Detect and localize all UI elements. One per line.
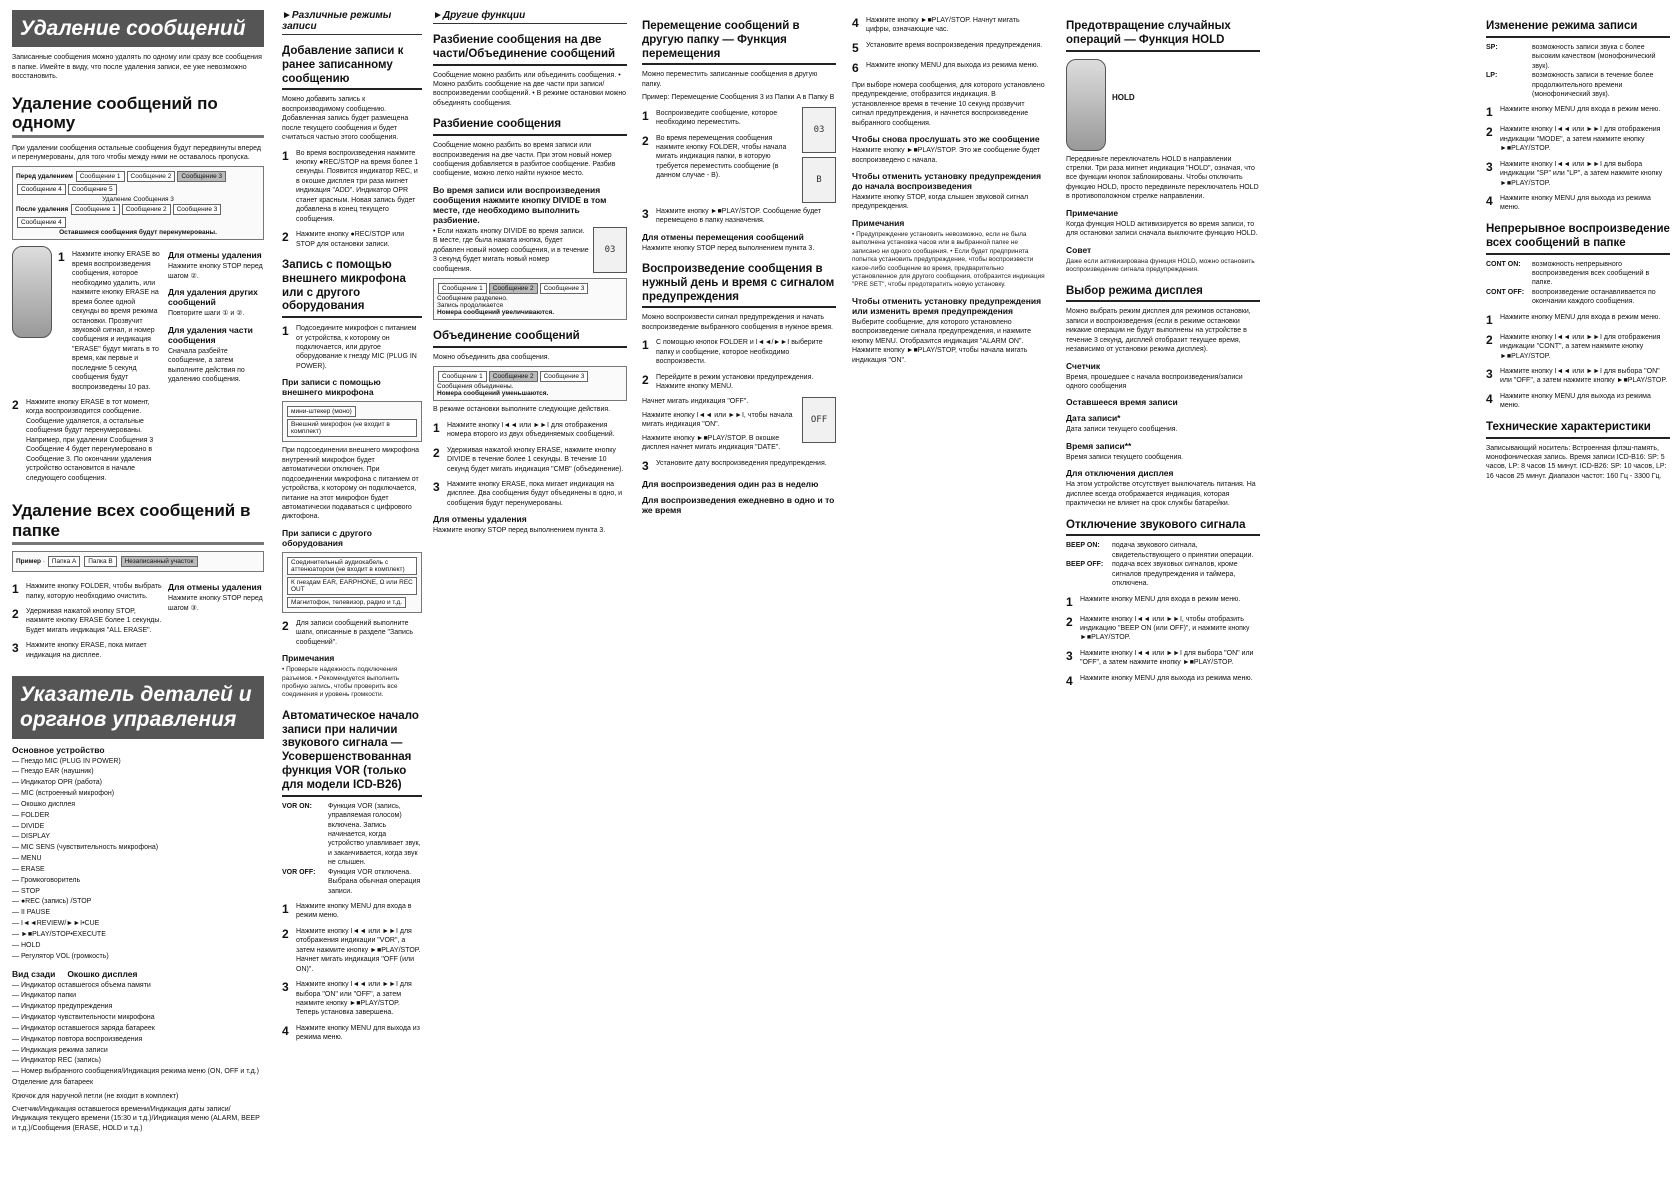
folder-diagram: Пример · Папка A Папка B Незаписанный участок (12, 551, 264, 572)
delete-diagram (12, 166, 264, 240)
text: Сначала разбейте сообщение, а затем выполните действия по удалению сообщения. (168, 347, 245, 384)
display-item-label: — Индикатор REC (запись) (12, 1057, 101, 1065)
step-text: Нажмите кнопку I◄◄ или ►►I для выбора "ON" или "OFF", а затем нажмите кнопку ►■PLAY/STOP. Теперь установка завершена. (296, 981, 412, 1017)
band-title: Указатель деталей и органов управления (12, 676, 264, 738)
subheading: Вид сзади (12, 968, 56, 979)
step-text: Нажмите кнопку MENU для выхода из режима меню. (1080, 674, 1253, 682)
step-text: Нажмите кнопку ►■PLAY/STOP. Сообщение будет перемещено в папку назначения. (656, 207, 822, 225)
text: Крючок для наручной петли (не входит в комплект) (12, 1092, 179, 1100)
step-text: Нажмите кнопку I◄◄ или ►►I для отображения индикации "CONT", а затем нажмите кнопку ►■PLAY/STOP. (1500, 333, 1661, 360)
subheading: Чтобы отменить установку предупреждения до начала воспроизведения (852, 170, 1042, 191)
text: Когда функция HOLD активизируется во время записи, то для остановки записи сначала выключите функцию HOLD. (1066, 220, 1258, 238)
step-text: Нажмите кнопку I◄◄ или ►►I для выбора индикации "SP" или "LP", а затем нажмите кнопку ►■PLAY/STOP. (1500, 160, 1663, 187)
subheading: Счетчик (1066, 360, 1101, 371)
display-item-label: — Индикатор повтора воспроизведения (12, 1035, 143, 1043)
text: возможность записи в течение более продолжительного времени (монофонический звук). (1532, 72, 1654, 98)
part-label: — I◄◄REVIEW/►►I•CUE (12, 920, 100, 928)
lcd-display: B (802, 157, 836, 203)
message-box: Сообщение 3 (540, 283, 589, 294)
diagram-label: мини-штекер (моно) (287, 406, 356, 417)
column-hold-display: Предотвращение случайных операций — Функция HOLD HOLD Передвиньте переключатель HOLD в направлении стрелки. Три раза мигнет индикация "HOLD", означая, что все функции кнопок заблокированы. Чтобы отключить функцию HOLD, просто передвиньте переключатель HOLD в противоположном стрелке направлении. Примечание Когда функция HOLD активизируется во время записи, то для остановки записи сначала выключите функцию HOLD. Совет Даже если активизирована функция HOLD, можно остановить воспроизведение сигнала предупреждения. Выбор режима дисплея Можно выбрать режим дисплея для режимов остановки, записи и воспроизведения (если в режиме остановки никакие операции не будут выполнены на устройстве в течение 3 секунд, дисплей отобразит текущее время, независимо от установки режима дисплея). Счетчик Время, прошедшее с начала воспроизведения/записи одного сообщения Оставшееся время записи Дата записи* Дата записи текущего сообщения. Время записи** Время записи текущего сообщения. Для отключения дисплея На этом устройстве отсутствует выключатель питания. На дисплее всегда отображается индикация, которая практически не влияет на срок службы батарейки. Отключение звукового сигнала BEEP ON: подача звукового сигнала, свидетельствующего о принятии операции. BEEP OFF: подача всех звуковых сигналов, кроме сигналов предупреждения и таймера, отключена. 1 Нажмите кнопку MENU для входа в режим меню. 2 Нажмите кнопку I◄◄ или ►►I, чтобы отобразить индикацию "BEEP ON (или OFF)", и нажмите кнопку ►■PLAY/STOP. 3 Нажмите кнопку I◄◄ или ►►I для выбора "ON" или "OFF", а затем нажмите кнопку ►■PLAY/STOP. 4 Нажмите кнопку MENU для выхода из режима меню. (1066, 20, 1259, 688)
part-label: — Окошко дисплея (12, 800, 76, 808)
section-title: Запись с помощью внешнего микрофона или с другого оборудования (282, 259, 422, 318)
diagram-label: Пример (16, 558, 42, 566)
subheading: Оставшееся время записи (1066, 397, 1178, 408)
text: На этом устройстве отсутствует выключатель питания. На дисплее всегда отображается индикация, которая практически не влияет на срок службы батарейки. (1066, 481, 1256, 508)
text: Счетчик/Индикация оставшегося времени/Индикация даты записи/Индикация текущего времени (15:30 и т.д.)/Индикация меню (ALARM, BEEP и т.д.)/Сообщения (ERASE, HOLD и т.д.) (12, 1106, 260, 1132)
diagram-label: Магнитофон, телевизор, радио и т.д. (287, 597, 406, 608)
message-box: Сообщение 3 (177, 171, 226, 182)
message-box: Сообщение 1 (438, 371, 487, 382)
text: Передвиньте переключатель HOLD в направлении стрелки. Три раза мигнет индикация "HOLD", означая, что все функции кнопок заблокированы. Чтобы отключить функцию HOLD, просто передвиньте переключатель HOLD в противоположном стрелке направлении. (1066, 155, 1259, 201)
text: Нажмите кнопку STOP перед выполнением пункта 3. (433, 527, 606, 535)
part-label: — Гнездо MIC (PLUG IN POWER) (12, 757, 121, 765)
note: Даже если активизирована функция HOLD, можно остановить воспроизведение сигнала предупреждения. (1066, 257, 1255, 274)
text: Функция VOR (запись, управляемая голосом) включена. Запись начинается, когда устройство улавливает звук, и заканчивается, когда звук не слышен. (328, 802, 421, 867)
diagram-caption: Номера сообщений уменьшаются. (437, 390, 549, 398)
part-label: — HOLD (12, 941, 41, 949)
subheading: Дата записи* (1066, 413, 1121, 424)
text: Пример: Перемещение Сообщения 3 из Папки A в Папку B (642, 94, 835, 102)
unrecorded-box: Незаписанный участок (121, 556, 198, 567)
message-box: Сообщение 1 (71, 204, 120, 215)
part-label: — ERASE (12, 865, 45, 873)
step-text: Перейдите в режим установки предупреждения. Нажмите кнопку MENU. (656, 373, 814, 391)
text: Нажмите кнопку STOP перед шагом ③. (168, 595, 263, 612)
step-text: Нажмите кнопку MENU для выхода из режима меню. (296, 1024, 420, 1042)
subheading: Чтобы отменить установку предупреждения или изменить время предупреждения (852, 295, 1042, 316)
intro-text: Записанные сообщения можно удалять по одному или сразу все сообщения в папке. Имейте в виду, что после удаления записи, ее уже невозможно восстановить. (12, 54, 262, 81)
part-label: — FOLDER (12, 811, 50, 819)
step-text: Нажмите кнопку MENU для входа в режим меню. (296, 903, 412, 920)
diagram-caption: Запись продолжается (437, 302, 503, 310)
step-text: Нажмите кнопку ERASE, пока мигает индикация на дисплее. (26, 642, 147, 659)
step-text: Нажмите кнопку I◄◄ или ►►I для отображения индикации "VOR", а затем нажмите кнопку ►■PLAY/STOP. Начнет мигать индикация "OFF (или ON)". (296, 927, 421, 973)
subheading: Время записи** (1066, 440, 1132, 451)
section-title: Изменение режима записи (1486, 20, 1670, 38)
part-label: — Гнездо EAR (наушник) (12, 768, 94, 776)
part-label: — MENU (12, 855, 42, 863)
text: Нажмите кнопку ►■PLAY/STOP. В окошке дисплея начнет мигать индикация "DATE". (642, 434, 781, 452)
step-text: Нажмите кнопку MENU для входа в режим меню. (1500, 106, 1661, 114)
step-text: Нажмите кнопку MENU для входа в режим меню. (1500, 313, 1661, 321)
section-title: Удаление всех сообщений в папке (12, 501, 264, 545)
column-move-alarm: Перемещение сообщений в другую папку — Функция перемещения Можно переместить записанные сообщения в другую папку. Пример: Перемещение Сообщения 3 из Папки A в Папку B 03 1 Воспроизведите сообщение, которое необходимо переместить. B 2 Во время перемещения сообщения нажмите кнопку FOLDER, чтобы начала мигать индикация папки, в которую требуется переместить сообщение (в данном случае - B). 3 Нажмите кнопку ►■PLAY/STOP. Сообщение будет перемещено в папку назначения. Для отмены перемещения сообщений Нажмите кнопку STOP перед выполнением пункта 3. Воспроизведение сообщения в нужный день и время с сигналом предупреждения Можно воспроизвести сигнал предупреждения и начать воспроизведение выбранного сообщения в нужное время. 1 С помощью кнопок FOLDER и I◄◄/►►I выберите папку и сообщение, которое необходимо воспроизвести. 2 Перейдите в режим установки предупреждения. Нажмите кнопку MENU. OFF Начнет мигать индикация "OFF". Нажмите кнопку I◄◄ или ►►I, чтобы начала мигать индикация "ON". Нажмите кнопку ►■PLAY/STOP. В окошке дисплея начнет мигать индикация "DATE". 3 Установите дату воспроизведения предупреждения. Для воспроизведения один раз в неделю Для воспроизведения ежедневно в одно и то же время (642, 20, 835, 515)
display-item-label: — Индикатор оставшегося объема памяти (12, 981, 151, 989)
part-label: — MIC SENS (чувствительность микрофона) (12, 844, 159, 852)
subheading: Чтобы снова прослушать это же сообщение (852, 134, 1040, 145)
text: Повторите шаги ① и ②. (168, 310, 245, 318)
subheading: Примечания (282, 653, 335, 664)
step-text: Во время перемещения сообщения нажмите кнопку FOLDER, чтобы начала мигать индикация папки, в которую требуется переместить сообщение (в данном случае - B). (656, 134, 787, 180)
folder-label: Папка A (48, 556, 81, 567)
step-text: С помощью кнопок FOLDER и I◄◄/►►I выберите папку и сообщение, которое необходимо воспроизвести. (656, 339, 823, 366)
section-title: Технические характеристики (1486, 421, 1670, 439)
section-text: При удалении сообщения остальные сообщения будут передвинуты вперед и перенумерованы, для того чтобы между ними не оставалось пропуска. (12, 144, 261, 162)
note: • Предупреждение установить невозможно, если не была выполнена установка часов или в выбранной папке не записано ни одного сообщения. • Если будет предпринята попытка установить предупреждение, чтобы воспроизвести какое-либо сообщение во время, предварительно установленное для другого сообщения, отобразится индикация "PRE SET", чтобы предотвратить новую установку. (852, 230, 1045, 289)
step-text: Удерживая нажатой кнопку STOP, нажмите кнопку ERASE более 1 секунды. Будет мигать индикация "ALL ERASE". (26, 607, 162, 634)
text: Отделение для батареек (12, 1079, 94, 1087)
text: В режиме остановки выполните следующие действия. (433, 406, 611, 414)
text: воспроизведение останавливается по окончании каждого сообщения. (1532, 288, 1656, 306)
section-title: Непрерывное воспроизведение всех сообщений в папке (1486, 223, 1670, 255)
column-other-functions: ►Другие функции Разбиение сообщения на две части/Объединение сообщений Сообщение можно разбить или объединить сообщения. • Можно разбить сообщение на две части при записи/воспроизведении сообщений. • В режиме остановки можно объединять сообщения. Разбиение сообщения Сообщение можно разбить во время записи или воспроизведения на две части. При этом новый номер сообщения добавляется в разбитое сообщение. Разбив сообщение, можно легко найти нужное место. Во время записи или воспроизведения сообщения нажмите кнопку DIVIDE в том месте, где необходимо выполнить разбиение. 03 • Если нажать кнопку DIVIDE во время записи. В месте, где была нажата кнопка, будет добавлен новый номер сообщения, и в течение 3 секунд будет мигать новый номер сообщения. Сообщение 1 Сообщение 2 Сообщение 3 Сообщение разделено. Запись продолжается Номера сообщений увеличиваются. Объединение сообщений Можно объединить два сообщения. Сообщение 1 Сообщение 2 Сообщение 3 Сообщения объединены. Номера сообщений уменьшаются. В режиме остановки выполните следующие действия. 1 Нажмите кнопку I◄◄ или ►►I для отображения номера второго из двух объединяемых сообщений. 2 Удерживая нажатой кнопку ERASE, нажмите кнопку DIVIDE в течение более 1 секунды. В течение 10 секунд будет мигать индикация "CMB" (объединение). 3 Нажмите кнопку ERASE, пока мигает индикация на дисплее. Два сообщения будут объединены в одно, и сообщения будут перенумерованы. Для отмены удаления Нажмите кнопку STOP перед выполнением пункта 3. (433, 10, 627, 535)
text: Можно добавить запись к воспроизводимому сообщению. Добавленная запись будет размещена после текущего сообщения и будет считаться частью этого сообщения. (282, 96, 409, 142)
message-box: Сообщение 5 (68, 184, 117, 195)
mic-diagram (282, 401, 422, 442)
diagram-caption: Номера сообщений увеличиваются. (437, 309, 555, 317)
part-label: — Индикатор OPR (работа) (12, 779, 102, 787)
part-label: — Регулятор VOL (громкость) (12, 952, 109, 960)
display-items-list (12, 981, 264, 1079)
message-box: Сообщение 3 (540, 371, 589, 382)
step-text: Нажмите кнопку MENU для входа в режим меню. (1080, 595, 1241, 603)
text: Функция VOR отключена. Выбрана обычная операция записи. (328, 868, 421, 895)
text: Можно воспроизвести сигнал предупреждения и начать воспроизведение выбранного сообщения в нужное время. (642, 314, 834, 331)
diagram-label: К гнездам EAR, EARPHONE, Ω или REC OUT (287, 577, 417, 595)
column-recording: ►Различные режимы записи Добавление записи к ранее записанному сообщению Можно добавить запись к воспроизводимому сообщению. Добавленная запись будет размещена после текущего сообщения и будет считаться частью этого сообщения. 1 Во время воспроизведения нажмите кнопку ●REC/STOP на время более 1 секунды. Появится индикатор REC, и в окошке дисплея три раза мигнет индикация "ADD". Индикатор OPR станет красным. Новая запись будет добавлена в конец текущего сообщения. 2 Нажмите кнопку ●REC/STOP или STOP для остановки записи. Запись с помощью внешнего микрофона или с другого оборудования 1 Подсоедините микрофон с питанием от устройства, к которому он подключается, или другое оборудование к гнезду MIC (PLUG IN POWER). При записи с помощью внешнего микрофона мини-штекер (моно) Внешний микрофон (не входит в комплект) При подсоединении внешнего микрофона внутренний микрофон будет автоматически отключен. При подсоединении микрофона с питанием от устройства, к которому он подключается, питание на этот микрофон будет автоматически подаваться с цифрового диктофона. При записи с другого оборудования Соединительный аудиокабель с аттенюатором (не входит в комплект) К гнездам EAR, EARPHONE, Ω или REC OUT Магнитофон, телевизор, радио и т.д. 2 Для записи сообщений выполните шаги, описанные в разделе "Запись сообщений". Примечания • Проверьте надежность подключения разъемов. • Рекомендуется выполнить пробную запись, чтобы проверить все соединения и уровень громкости. Автоматическое начало записи при наличии звукового сигнала — Усовершенствованная функция VOR (только для модели ICD-B26) VOR ON: Функция VOR (запись, управляемая голосом) включена. Запись начинается, когда устройство улавливает звук, и заканчивается, когда звук не слышен. VOR OFF: Функция VOR отключена. Выбрана обычная операция записи. 1 Нажмите кнопку MENU для входа в режим меню. 2 Нажмите кнопку I◄◄ или ►►I для отображения индикации "VOR", а затем нажмите кнопку ►■PLAY/STOP. Начнет мигать индикация "OFF (или ON)". 3 Нажмите кнопку I◄◄ или ►►I для выбора "ON" или "OFF", а затем нажмите кнопку ►■PLAY/STOP. Теперь установка завершена. 4 Нажмите кнопку MENU для выхода из режима меню. (282, 10, 421, 1042)
part-label: — DIVIDE (12, 822, 45, 830)
text: Время, прошедшее с начала воспроизведения/записи одного сообщения (1066, 373, 1243, 390)
band-heading: ►Другие функции (433, 10, 627, 24)
note: • Проверьте надежность подключения разъемов. • Рекомендуется выполнить пробную запись, чтобы проверить все соединения и уровень громкости. (282, 666, 400, 699)
section-title: Отключение звукового сигнала (1066, 519, 1260, 537)
step-text: Нажмите кнопку I◄◄ или ►►I для отображения индикации "MODE", а затем нажмите кнопку ►■PLAY/STOP. (1500, 126, 1661, 153)
subheading: При записи с помощью внешнего микрофона (282, 377, 381, 398)
step-text: Нажмите кнопку I◄◄ или ►►I для выбора "ON" или "OFF", а затем нажмите кнопку ►■PLAY/STOP. (1500, 368, 1668, 385)
step-text: Воспроизведите сообщение, которое необходимо переместить. (656, 109, 778, 127)
subheading: Совет (1066, 244, 1092, 255)
subheading: Для отмены удаления (168, 582, 262, 593)
text: Нажмите кнопку STOP перед шагом ②. (168, 263, 263, 280)
step-text: Удерживая нажатой кнопку ERASE, нажмите кнопку DIVIDE в течение более 1 секунды. В течение 10 секунд будет мигать индикация "CMB" (объединение). (447, 446, 624, 473)
step-text: Нажмите кнопку ●REC/STOP или STOP для остановки записи. (296, 231, 405, 248)
subheading: Примечания (852, 217, 905, 228)
step-text: Нажмите кнопку I◄◄ или ►►I для выбора "ON" или "OFF", а затем нажмите кнопку ►■PLAY/STOP. (1080, 649, 1254, 667)
recorder-illustration (1066, 59, 1106, 151)
text: • Если нажать кнопку DIVIDE во время записи. В месте, где была нажата кнопка, будет добавлен новый номер сообщения, и в течение 3 секунд будет мигать новый номер сообщения. (433, 227, 589, 273)
step-text: Нажмите кнопку MENU для выхода из режима меню. (866, 61, 1039, 69)
text: Время записи текущего сообщения. (1066, 453, 1184, 461)
text: Сообщение можно разбить или объединить сообщения. • Можно разбить сообщение на две части при записи/воспроизведении сообщений. • В режиме остановки можно объединять сообщения. (433, 71, 627, 107)
step-text: Во время воспроизведения нажмите кнопку ●REC/STOP на время более 1 секунды. Появится индикатор REC, и в окошке дисплея три раза мигнет индикация "ADD". Индикатор OPR станет красным. Новая запись будет добавлена в конец текущего сообщения. (296, 149, 419, 223)
section-title: Воспроизведение сообщения в нужный день и время с сигналом предупреждения (642, 263, 836, 308)
subheading: Для воспроизведения один раз в неделю (642, 478, 819, 489)
step-text: Подсоедините микрофон с питанием от устройства, к которому он подключается, или другое оборудование к гнезду MIC (PLUG IN POWER). (296, 325, 417, 370)
text: Нажмите кнопку STOP, когда слышен звуковой сигнал предупреждения. (852, 193, 1029, 211)
text: Можно выбрать режим дисплея для режимов остановки, записи и воспроизведения (если в режиме остановки никакие операции не будут выполнены на устройстве в течение 3 секунд, дисплей отобразит текущее время, независимо от установки режима дисплея). (1066, 308, 1251, 354)
text: возможность непрерывного воспроизведения всех сообщений в папке. (1532, 260, 1650, 287)
column-delete: Удаление сообщений Записанные сообщения можно удалять по одному или сразу все сообщения в папке. Имейте в виду, что после удаления записи, ее уже невозможно восстановить. Удаление сообщений по одному При удалении сообщения остальные сообщения будут передвинуты вперед и перенумерованы, для того чтобы между ними не оставалось пропуска. Перед удалением Сообщение 1 Сообщение 2 Сообщение 3Сообщение 4 Сообщение 5 Удаление Сообщения 3 После удаления Сообщение 1 Сообщение 2 Сообщение 3Сообщение 4 Оставшиеся сообщения будут перенумерованы. 1 Нажмите кнопку ERASE во время воспроизведения сообщения, которое необходимо удалить, или нажмите кнопку ERASE на время более одной секунды во время режима остановки. Прозвучит звуковой сигнал, и номер сообщения и индикация "ERASE" будут мигать в то время, как первые и последние 5 секунд сообщения будут воспроизведены 10 раз. 2 Нажмите кнопку ERASE в тот момент, когда воспроизводится сообщение. Сообщение удаляется, а остальные сообщения будут перенумерованы. Например, при удалении Сообщения 3 Сообщение 4 будет перенумеровано в Сообщение 3. По окончании удаления устройство остановится в начале следующего сообщения. Для отмены удаления Нажмите кнопку STOP перед шагом ②. Для удаления других сообщений Повторите шаги ① и ②. Для удаления части сообщения Сначала разбейте сообщение, а затем выполните действия по удалению сообщения. Удаление всех сообщений в папке Пример · Папка A Папка B Незаписанный участок 1 Нажмите кнопку FOLDER, чтобы выбрать папку, которую необходимо очистить. 2 Удерживая нажатой кнопку STOP, нажмите кнопку ERASE более 1 секунды. Будет мигать индикация "ALL ERASE". 3 Нажмите кнопку ERASE, пока мигает индикация на дисплее. Для отмены удаления Нажмите кнопку STOP перед шагом ③. Указатель деталей и органов управления Основное устройство — Гнездо MIC (PLUG IN POWER) — Гнездо EAR (наушник) — Индикатор OPR (работа) — MIC (встроенный микрофон) — Окошко дисплея — FOLDER — DIVIDE — DISPLAY — MIC SENS (чувствительность микрофона) — MENU — ERASE — Громкоговоритель — STOP — ●REC (запись) /STOP — II PAUSE — I◄◄REVIEW/►►I•CUE — ►■PLAY/STOP•EXECUTE — HOLD — Регулятор VOL (громкость) Вид сзади Окошко дисплея — Индикатор оставшегося объема памяти — Индикатор папки — Индикатор предупреждения — Индикатор чувствительности микрофона — Индикатор оставшегося заряда батареек — Индикатор повтора воспроизведения — Индикация режима записи — Индикатор REC (запись) — Номер выбранного сообщения/Индикация режима меню (ON, OFF и т.д.) Отделение для батареек Крючок для наручной петли (не входит в комплект) Счетчик/Индикация оставшегося времени/Индикация даты записи/Индикация текущего времени (15:30 и т.д.)/Индикация меню (ALARM, BEEP и т.д.)/Сообщения (ERASE, HOLD и т.д.) (12, 10, 264, 1137)
step-text: Нажмите кнопку ERASE, пока мигает индикация на дисплее. Два сообщения будут объединены в одно, и сообщения будут перенумерованы. (447, 480, 623, 507)
part-label: — ●REC (запись) /STOP (12, 898, 92, 906)
diagram-caption: Оставшиеся сообщения будут перенумерованы. (59, 229, 217, 237)
recorder-illustration (12, 246, 52, 338)
text: подача звукового сигнала, свидетельствующего о принятии операции. (1112, 542, 1254, 559)
step-text: Установите время воспроизведения предупреждения. (866, 41, 1043, 49)
text: возможность записи звука с более высоким качеством (монофонический звук). (1532, 43, 1656, 70)
subheading: Для отключения дисплея (1066, 468, 1174, 479)
text: Записывающий носитель: Встроенная флэш-память, монофоническая запись. Время записи ICD-B16: SP: 5 часов, LP: 8 часов 15 минут. ICD-B26: SP: 10 часов, LP: 16 часов 25 минут. Диапазон частот: 160 Гц - 3300 Гц. (1486, 444, 1667, 480)
diagram-label: Внешний микрофон (не входит в комплект) (287, 419, 417, 437)
message-box: Сообщение 4 (17, 217, 66, 228)
text: Нажмите кнопку I◄◄ или ►►I, чтобы начала мигать индикация "ON". (642, 411, 793, 429)
section-title: Автоматическое начало записи при наличии звукового сигнала — Усовершенствованная функция VOR (только для модели ICD-B26) (282, 710, 422, 797)
section-title: Объединение сообщений (433, 330, 627, 348)
text: Можно объединить два сообщения. (433, 353, 550, 361)
column-mode-specs: Изменение режима записи SP: возможность записи звука с более высоким качеством (монофонический звук). LP: возможность записи в течение более продолжительного времени (монофонический звук). 1 Нажмите кнопку MENU для входа в режим меню. 2 Нажмите кнопку I◄◄ или ►►I для отображения индикации "MODE", а затем нажмите кнопку ►■PLAY/STOP. 3 Нажмите кнопку I◄◄ или ►►I для выбора индикации "SP" или "LP", а затем нажмите кнопку ►■PLAY/STOP. 4 Нажмите кнопку MENU для выхода из режима меню. Непрерывное воспроизведение всех сообщений в папке CONT ON: возможность непрерывного воспроизведения всех сообщений в папке. CONT OFF: воспроизведение останавливается по окончании каждого сообщения. 1 Нажмите кнопку MENU для входа в режим меню. 2 Нажмите кнопку I◄◄ или ►►I для отображения индикации "CONT", а затем нажмите кнопку ►■PLAY/STOP. 3 Нажмите кнопку I◄◄ или ►►I для выбора "ON" или "OFF", а затем нажмите кнопку ►■PLAY/STOP. 4 Нажмите кнопку MENU для выхода из режима меню. Технические характеристики Записывающий носитель: Встроенная флэш-память, монофоническая запись. Время записи ICD-B16: SP: 5 часов, LP: 8 часов 15 минут. ICD-B26: SP: 10 часов, LP: 16 часов 25 минут. Диапазон частот: 160 Гц - 3300 Гц. (1486, 20, 1670, 480)
part-label: — ►■PLAY/STOP•EXECUTE (12, 931, 106, 938)
text: При подсоединении внешнего микрофона внутренний микрофон будет автоматически отключен. При подсоединении микрофона с питанием от устройства, к которому он подключается, питание на этот микрофон будет автоматически подаваться с цифрового диктофона. (282, 447, 420, 521)
text: подача всех звуковых сигналов, кроме сигналов предупреждения и таймера, отключена. (1112, 561, 1238, 588)
subheading: Для удаления части сообщения (168, 324, 253, 345)
step-text: Нажмите кнопку MENU для выхода из режима меню. (1500, 392, 1651, 410)
subheading: Для отмены перемещения сообщений (642, 231, 804, 242)
text: Нажмите кнопку STOP перед выполнением пункта 3. (642, 244, 815, 252)
part-label: — STOP (12, 887, 40, 895)
subheading: Для удаления других сообщений (168, 287, 258, 308)
message-box: Сообщение 3 (173, 204, 222, 215)
text: Сообщение можно разбить во время записи или воспроизведения на две части. При этом новый номер сообщения добавляется в разбитое сообщение. Разбив сообщение, можно легко найти нужное место. (433, 142, 616, 178)
message-box: Сообщение 2 (489, 371, 538, 382)
display-item-label: — Индикатор папки (12, 992, 77, 1000)
text: Выберите сообщение, для которого установлено воспроизведение сигнала предупреждения, и нажмите кнопку MENU. Отобразится индикация "ALARM ON". Нажмите кнопку ►■PLAY/STOP, чтобы начала мигать индикация "ON". (852, 318, 1032, 364)
subheading: При записи с другого оборудования (282, 527, 372, 548)
diagram-caption: Сообщение разделено. (437, 295, 508, 303)
diagram-caption: Сообщения объединены. (437, 383, 514, 391)
hold-label: HOLD (1112, 92, 1135, 102)
diagram-label: Удаление Сообщения 3 (102, 196, 174, 204)
divide-diagram (433, 278, 627, 320)
diagram-label: Соединительный аудиокабель с аттенюатором (не входит в комплект) (287, 557, 417, 575)
message-box: Сообщение 2 (122, 204, 171, 215)
section-title: Перемещение сообщений в другую папку — Функция перемещения (642, 20, 836, 65)
band-title: Удаление сообщений (12, 10, 264, 47)
text: Можно переместить записанные сообщения в другую папку. (642, 71, 818, 88)
part-label: — MIC (встроенный микрофон) (12, 790, 115, 798)
subheading: Основное устройство (12, 744, 105, 755)
display-item-label: — Индикатор предупреждения (12, 1003, 113, 1011)
subheading: Во время записи или воспроизведения сообщения нажмите кнопку DIVIDE в том месте, где необходимо выполнить разбиение. (433, 184, 607, 225)
step-text: Нажмите кнопку FOLDER, чтобы выбрать папку, которую необходимо очистить. (26, 583, 162, 600)
message-box: Сообщение 1 (438, 283, 487, 294)
band-heading: ►Различные режимы записи (282, 10, 422, 35)
subheading: Для воспроизведения ежедневно в одно и то же время (642, 494, 835, 515)
step-text: Нажмите кнопку I◄◄ или ►►I, чтобы отобразить индикацию "BEEP ON (или OFF)", и нажмите кнопку ►■PLAY/STOP. (1080, 615, 1250, 642)
lcd-display: OFF (802, 397, 836, 443)
section-title: Добавление записи к ранее записанному сообщению (282, 45, 422, 90)
message-box: Сообщение 1 (76, 171, 125, 182)
message-box: Сообщение 4 (17, 184, 66, 195)
section-title: Удаление сообщений по одному (12, 94, 264, 138)
section-title: Выбор режима дисплея (1066, 285, 1260, 303)
display-item-label: — Номер выбранного сообщения/Индикация режима меню (ON, OFF и т.д.) (12, 1068, 259, 1076)
parts-list (12, 757, 264, 963)
display-item-label: — Индикация режима записи (12, 1046, 108, 1054)
display-item-label: — Индикатор оставшегося заряда батареек (12, 1024, 155, 1032)
equipment-diagram (282, 552, 422, 613)
column-alarm-cont: 4 Нажмите кнопку ►■PLAY/STOP. Начнут мигать цифры, означающие час. 5 Установите время воспроизведения предупреждения. 6 Нажмите кнопку MENU для выхода из режима меню. При выборе номера сообщения, для которого установлено предупреждение, отобразится индикация. В установленное время в течение 10 секунд прозвучит сигнал предупреждения, и начнется воспроизведение выбранного сообщения. Чтобы снова прослушать это же сообщение Нажмите кнопку ►■PLAY/STOP. Это же сообщение будет воспроизведено с начала. Чтобы отменить установку предупреждения до начала воспроизведения Нажмите кнопку STOP, когда слышен звуковой сигнал предупреждения. Примечания • Предупреждение установить невозможно, если не была выполнена установка часов или в выбранной папке не записано ни одного сообщения. • Если будет предпринята попытка установить предупреждение, чтобы воспроизвести какое-либо сообщение во время, предварительно установленное для другого сообщения, отобразится индикация "PRE SET", чтобы предотвратить новую установку. Чтобы отменить установку предупреждения или изменить время предупреждения Выберите сообщение, для которого установлено воспроизведение сигнала предупреждения, и нажмите кнопку MENU. Отобразится индикация "ALARM ON". Нажмите кнопку ►■PLAY/STOP, чтобы начала мигать индикация "ON". (852, 16, 1045, 364)
lcd-display: 03 (593, 227, 627, 273)
step-text: Нажмите кнопку MENU для выхода из режима меню. (1500, 195, 1651, 212)
message-box: Сообщение 2 (489, 283, 538, 294)
step-text: Нажмите кнопку ERASE во время воспроизведения сообщения, которое необходимо удалить, или нажмите кнопку ERASE на время более одной секунды во время режима остановки. Прозвучит звуковой сигнал, и номер сообщения и индикация "ERASE" будут мигать в то время, как первые и последние 5 секунд сообщения будут воспроизведены 10 раз. (72, 251, 160, 391)
text: Начнет мигать индикация "OFF". (642, 398, 749, 406)
section-title: Разбиение сообщения (433, 118, 627, 136)
step-text: Нажмите кнопку I◄◄ или ►►I для отображения номера второго из двух объединяемых сообщений. (447, 421, 615, 439)
part-label: — Громкоговоритель (12, 876, 81, 884)
diagram-label: После удаления (16, 206, 69, 214)
step-text: Нажмите кнопку ERASE в тот момент, когда воспроизводится сообщение. Сообщение удаляется, а остальные сообщения будут перенумерованы. Например, при удалении Сообщения 3 Сообщение 4 будет перенумеровано в Сообщение 3. По окончании удаления устройство остановится в начале следующего сообщения. (26, 399, 154, 482)
subheading: Для отмены удаления (168, 250, 262, 261)
step-text: Установите дату воспроизведения предупреждения. (656, 459, 827, 467)
diagram-label: Перед удалением (16, 173, 73, 181)
step-text: Нажмите кнопку ►■PLAY/STOP. Начнут мигать цифры, означающие час. (866, 17, 1020, 34)
section-title: Предотвращение случайных операций — Функция HOLD (1066, 20, 1260, 52)
subheading: Для отмены удаления (433, 514, 527, 525)
combine-diagram (433, 366, 627, 401)
folder-label: Папка B (84, 556, 117, 567)
text: Нажмите кнопку ►■PLAY/STOP. Это же сообщение будет воспроизведено с начала. (852, 147, 1041, 164)
text: При выборе номера сообщения, для которого установлено предупреждение, отобразится индикация. В установленное время в течение 10 секунд прозвучит сигнал предупреждения, и начнется воспроизведение выбранного сообщения. (852, 81, 1045, 127)
part-label: — DISPLAY (12, 833, 50, 841)
text: Дата записи текущего сообщения. (1066, 426, 1178, 434)
display-item-label: — Индикатор чувствительности микрофона (12, 1014, 155, 1022)
step-text: Для записи сообщений выполните шаги, описанные в разделе "Запись сообщений". (296, 619, 413, 646)
message-box: Сообщение 2 (127, 171, 176, 182)
subheading: Примечание (1066, 207, 1119, 218)
subheading: Окошко дисплея (67, 968, 138, 979)
section-title: Разбиение сообщения на две части/Объединение сообщений (433, 34, 627, 66)
lcd-display: 03 (802, 107, 836, 153)
part-label: — II PAUSE (12, 909, 50, 917)
